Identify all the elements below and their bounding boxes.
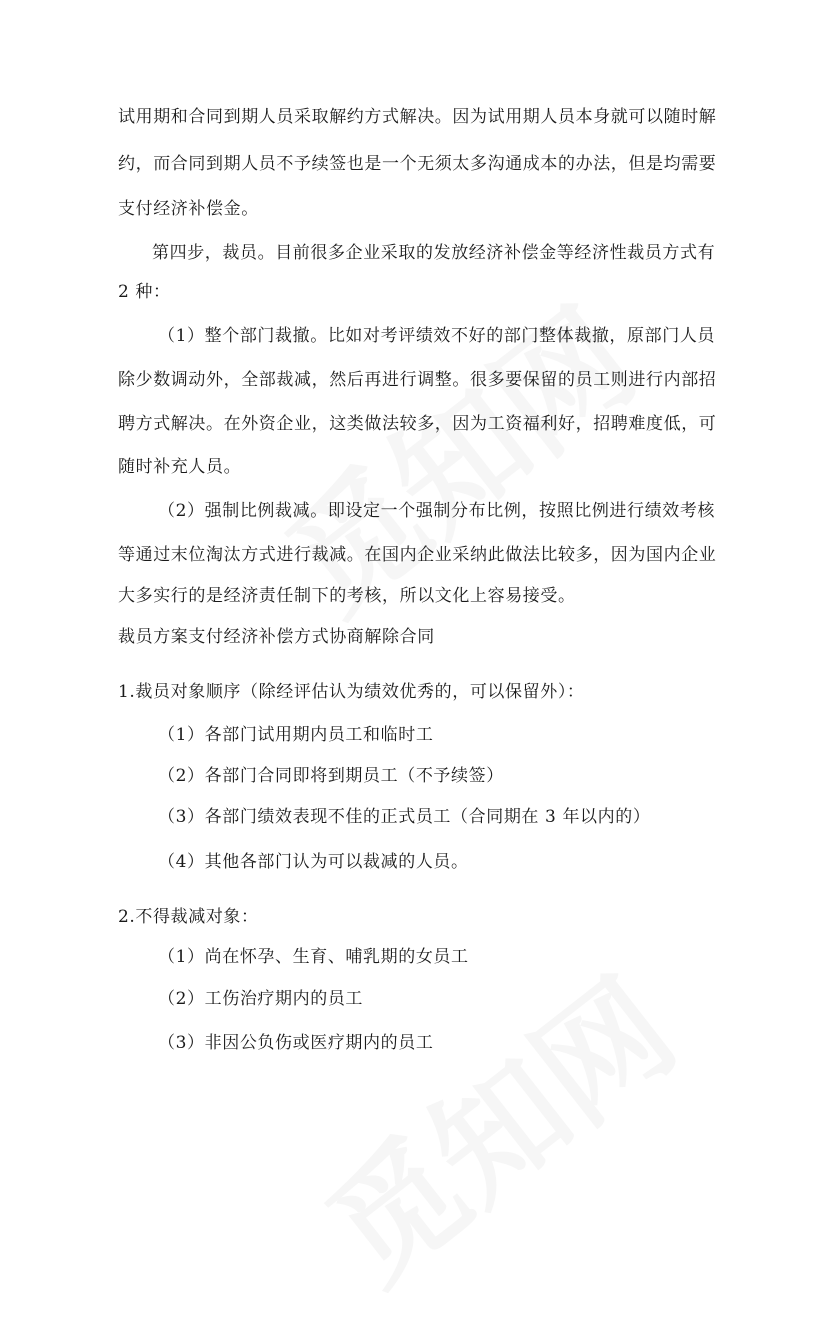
list-item: （3）非因公负伤或医疗期内的员工 bbox=[158, 1033, 434, 1053]
list-item: （3）各部门绩效表现不佳的正式员工（合同期在 3 年以内的） bbox=[158, 807, 651, 827]
paragraph-line: 约，而合同到期人员不予续签也是一个无须太多沟通成本的办法，但是均需要 bbox=[118, 154, 717, 174]
list-item: （2）工伤治疗期内的员工 bbox=[158, 989, 364, 1009]
paragraph-line: 聘方式解决。在外资企业，这类做法较多，因为工资福利好，招聘难度低，可 bbox=[118, 414, 717, 434]
paragraph-line: 第四步，裁员。目前很多企业采取的发放经济补偿金等经济性裁员方式有 bbox=[152, 243, 716, 263]
paragraph-line: 除少数调动外，全部裁减，然后再进行调整。很多要保留的员工则进行内部招 bbox=[118, 370, 717, 390]
paragraph-line: （1）整个部门裁撤。比如对考评绩效不好的部门整体裁撤，原部门人员 bbox=[158, 326, 716, 346]
section-title: 裁员方案支付经济补偿方式协商解除合同 bbox=[118, 627, 435, 647]
paragraph-line: （2）强制比例裁减。即设定一个强制分布比例，按照比例进行绩效考核 bbox=[158, 501, 716, 521]
list-item: （1）各部门试用期内员工和临时工 bbox=[158, 725, 434, 745]
list-item: （1）尚在怀孕、生育、哺乳期的女员工 bbox=[158, 947, 469, 967]
paragraph-line: 等通过末位淘汰方式进行裁减。在国内企业采纳此做法比较多，因为国内企业 bbox=[118, 545, 717, 565]
section-heading: 1.裁员对象顺序（除经评估认为绩效优秀的，可以保留外）： bbox=[118, 682, 585, 702]
section-heading: 2.不得裁减对象： bbox=[118, 907, 259, 927]
paragraph-line: 大多实行的是经济责任制下的考核，所以文化上容易接受。 bbox=[118, 586, 576, 606]
paragraph-line: 试用期和合同到期人员采取解约方式解决。因为试用期人员本身就可以随时解 bbox=[118, 107, 717, 127]
paragraph-line: 2 种： bbox=[118, 282, 171, 302]
paragraph-line: 随时补充人员。 bbox=[118, 457, 242, 477]
list-item: （2）各部门合同即将到期员工（不予续签） bbox=[158, 766, 504, 786]
paragraph-line: 支付经济补偿金。 bbox=[118, 199, 259, 219]
list-item: （4）其他各部门认为可以裁减的人员。 bbox=[158, 852, 469, 872]
